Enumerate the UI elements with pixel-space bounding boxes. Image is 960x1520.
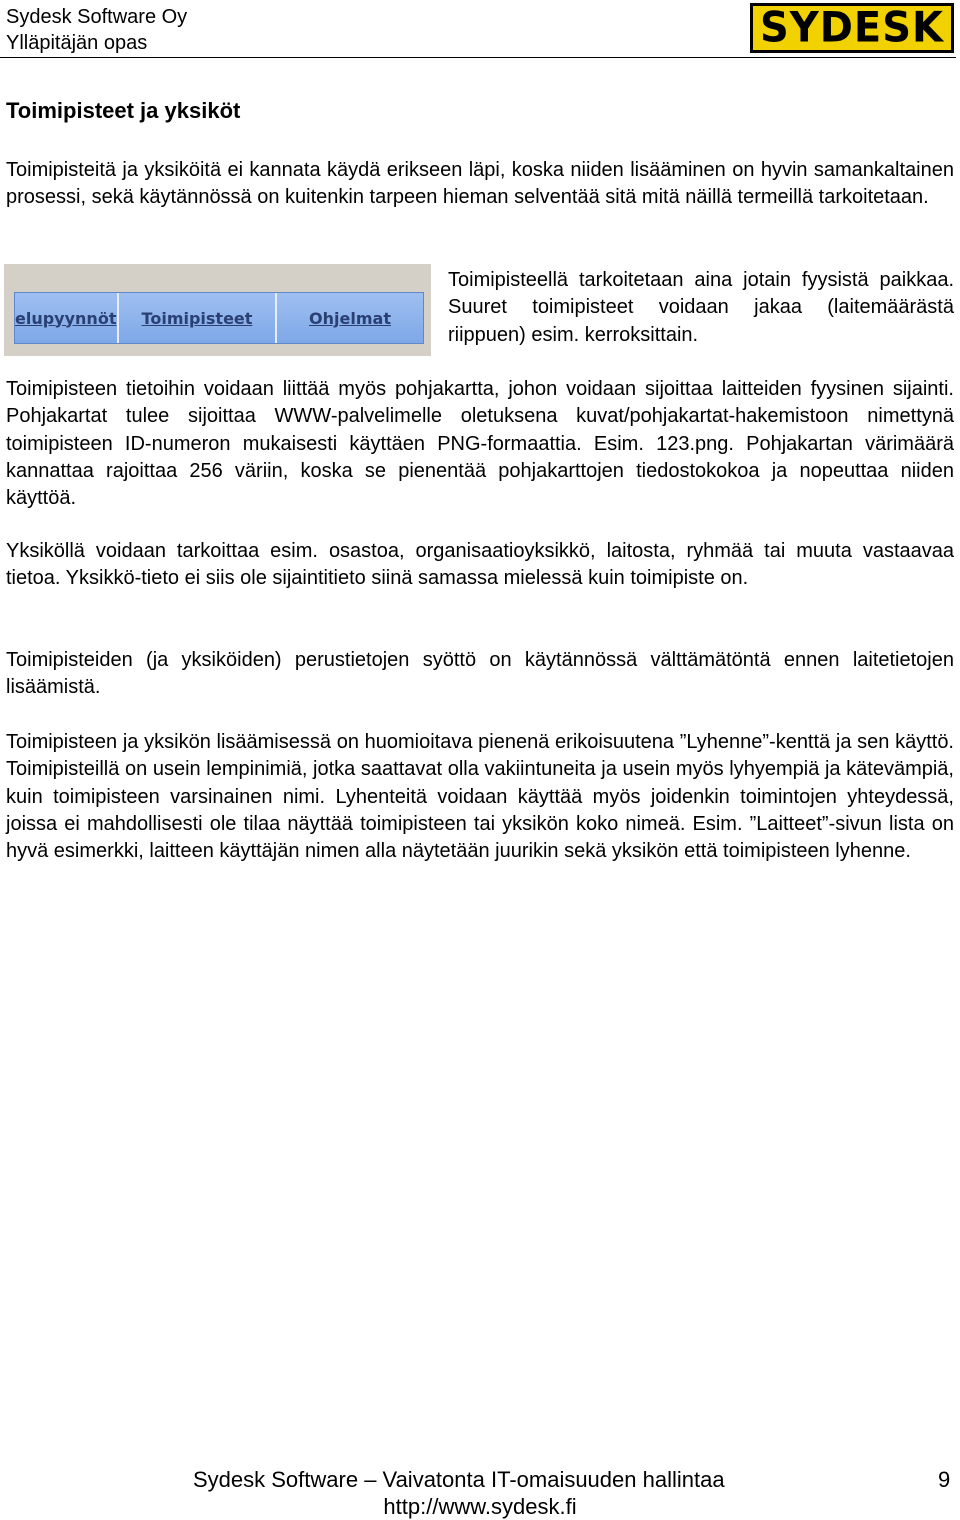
section-heading: Toimipisteet ja yksiköt (6, 98, 241, 123)
logo-text: SYDESK (759, 3, 945, 53)
page-header (0, 0, 960, 60)
tab-bar-screenshot (4, 264, 431, 356)
page-number: 9 (938, 1467, 951, 1492)
paragraph-lyhenne: Toimipisteen ja yksikön lisäämisessä on huomioitava pienenä erikoisuutena ”Lyhenne”-kenttä ja sen käyttö. Toimipisteillä on usein lempinimiä, jotka saattavat olla vakiintuneita ja usein myös lyhyempiä ja kätevämpiä, kuin toimipisteen varsinainen nimi. Lyhenteitä voidaan käyttää myös joidenkin toimintojen yhteydessä, joissa ei mahdollisesti ole tilaa näyttää toimipisteen tai yksikön koko nimeä. Esim. ”Laitteet”-sivun lista on hyvä esimerkki, laitteen käyttäjän nimen alla näytetään juurikin sekä yksikön että toimipisteen lyhenne. (6, 731, 954, 863)
paragraph-pohjakartta: Toimipisteen tietoihin voidaan liittää myös pohjakartta, johon voidaan sijoittaa laitteiden fyysinen sijainti. Pohjakartat tulee sijoittaa WWW-palvelimelle oletuksena kuvat/pohjakartat-hakemistoon nimettynä toimipisteen ID-numeron mukaisesti käyttäen PNG-formaattia. Esim. 123.png. Pohjakartan värimäärä kannattaa rajoittaa 256 väriin, koska se pienentää pohjakarttojen tiedostokokoa ja nopeuttaa niiden käyttöä. (6, 378, 954, 510)
sydesk-logo (750, 3, 954, 53)
footer-text: Sydesk Software – Vaivatonta IT-omaisuuden hallintaa (193, 1467, 725, 1492)
page-footer (0, 1466, 960, 1494)
tab-bar (14, 292, 424, 344)
footer-url[interactable]: http://www.sydesk.fi (383, 1494, 577, 1519)
header-divider (0, 57, 956, 58)
tab-toimipisteet: Toimipisteet (119, 293, 277, 343)
company-name: Sydesk Software Oy (6, 6, 188, 28)
paragraph-yksikko: Yksiköllä voidaan tarkoittaa esim. osastoa, organisaatioyksikkö, laitosta, ryhmää tai muuta vastaavaa tietoa. Yksikkö-tieto ei siis ole sijaintitieto siinä samassa mielessä kuin toimipiste on. (6, 540, 954, 590)
tab-ohjelmat: Ohjelmat (309, 308, 391, 328)
paragraph-intro: Toimipisteitä ja yksiköitä ei kannata käydä erikseen läpi, koska niiden lisääminen on hyvin samankaltainen prosessi, sekä käytännössä on kuitenkin tarpeen hieman selventää sitä mitä näillä termeillä tarkoitetaan. (6, 159, 954, 209)
paragraph-perustiedot: Toimipisteiden (ja yksiköiden) perustietojen syöttö on käytännössä välttämätöntä ennen laitetietojen lisäämistä. (6, 649, 954, 699)
paragraph-toimipiste: Toimipisteellä tarkoitetaan aina jotain fyysistä paikkaa. Suuret toimipisteet voidaan jakaa (laitemäärästä riippuen) esim. kerroksittain. (448, 269, 954, 346)
document-subtitle: Ylläpitäjän opas (6, 32, 148, 54)
tab-vikapyynnot: elupyynnöt (15, 293, 119, 343)
